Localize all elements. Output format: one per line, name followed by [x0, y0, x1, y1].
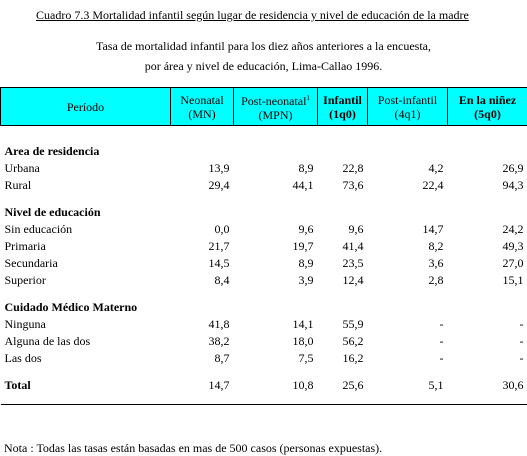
table-row	[1, 350, 527, 367]
row-value: 12,4	[318, 272, 368, 289]
row-value: 41,8	[171, 316, 234, 333]
row-value: 7,5	[234, 350, 318, 367]
row-value: 22,8	[318, 160, 368, 177]
row-label: Rural	[1, 177, 171, 194]
section-heading-row	[1, 143, 527, 160]
table-row	[1, 160, 527, 177]
table-note: Nota : Todas las tasas están basadas en mas de 500 casos (personas expuestas).	[4, 441, 382, 456]
row-label: Superior	[1, 272, 171, 289]
row-value: 3,6	[368, 255, 448, 272]
spacer-row	[1, 289, 527, 299]
table-row	[1, 316, 527, 333]
header-postneonatal: Post-neonatal$^1$ (MPN)	[234, 88, 318, 126]
table-row	[1, 377, 527, 394]
row-value: 14,7	[368, 221, 448, 238]
header-row	[1, 88, 527, 126]
row-value: 94,3	[448, 177, 527, 194]
row-value: 5,1	[368, 377, 448, 394]
row-label: Alguna de las dos	[1, 333, 171, 350]
header-neonatal: Neonatal (MN)	[171, 88, 234, 126]
row-value: 27,0	[448, 255, 527, 272]
row-value: 8,9	[234, 160, 318, 177]
header-infantil: Infantil (1q0)	[318, 88, 368, 126]
row-label: Urbana	[1, 160, 171, 177]
row-value: 30,6	[448, 377, 527, 394]
row-value: 0,0	[171, 221, 234, 238]
mortality-table-wrap	[0, 87, 527, 405]
row-value: 49,3	[448, 238, 527, 255]
row-value: 29,4	[171, 177, 234, 194]
section-heading: Cuidado Médico Materno	[1, 299, 527, 316]
row-value: 14,5	[171, 255, 234, 272]
table-subtitle-line2: por área y nivel de educación, Lima-Callao 1996.	[0, 59, 527, 74]
row-label: Las dos	[1, 350, 171, 367]
row-value: 18,0	[234, 333, 318, 350]
row-value: 16,2	[318, 350, 368, 367]
row-value: 10,8	[234, 377, 318, 394]
row-value: 8,4	[171, 272, 234, 289]
table-row	[1, 272, 527, 289]
row-value: 14,1	[234, 316, 318, 333]
row-value: 44,1	[234, 177, 318, 194]
section-heading: Area de residencia	[1, 143, 527, 160]
table-body	[1, 126, 527, 405]
row-value: -	[448, 350, 527, 367]
spacer-row	[1, 126, 527, 144]
row-value: 9,6	[318, 221, 368, 238]
table-row	[1, 255, 527, 272]
row-label: Total	[1, 377, 171, 394]
section-heading-row	[1, 299, 527, 316]
row-value: 15,1	[448, 272, 527, 289]
row-value: 8,7	[171, 350, 234, 367]
row-label: Secundaria	[1, 255, 171, 272]
row-value: 23,5	[318, 255, 368, 272]
row-value: -	[448, 316, 527, 333]
row-value: 14,7	[171, 377, 234, 394]
row-value: 8,2	[368, 238, 448, 255]
row-value: -	[448, 333, 527, 350]
row-value: 26,9	[448, 160, 527, 177]
row-value: 73,6	[318, 177, 368, 194]
footnote-marker: 1	[306, 94, 310, 102]
row-value: 19,7	[234, 238, 318, 255]
row-value: 22,4	[368, 177, 448, 194]
row-value: 21,7	[171, 238, 234, 255]
row-value: 25,6	[318, 377, 368, 394]
row-value: 9,6	[234, 221, 318, 238]
row-label: Primaria	[1, 238, 171, 255]
spacer-row	[1, 194, 527, 204]
row-label: Sin educación	[1, 221, 171, 238]
row-value: 41,4	[318, 238, 368, 255]
spacer-row	[1, 367, 527, 377]
row-value: 55,9	[318, 316, 368, 333]
table-row	[1, 221, 527, 238]
table-row	[1, 333, 527, 350]
row-value: 38,2	[171, 333, 234, 350]
table-row	[1, 238, 527, 255]
spacer-row	[1, 394, 527, 405]
row-value: 4,2	[368, 160, 448, 177]
row-value: 13,9	[171, 160, 234, 177]
row-value: 8,9	[234, 255, 318, 272]
row-value: 56,2	[318, 333, 368, 350]
table-title: Cuadro 7.3 Mortalidad infantil según lugar de residencia y nivel de educación de la madre	[36, 8, 469, 23]
row-value: 24,2	[448, 221, 527, 238]
table-subtitle-line1: Tasa de mortalidad infantil para los diez años anteriores a la encuesta,	[0, 39, 527, 54]
row-value: 2,8	[368, 272, 448, 289]
section-heading: Nivel de educación	[1, 204, 527, 221]
row-value: -	[368, 333, 448, 350]
row-label: Ninguna	[1, 316, 171, 333]
row-value: 3,9	[234, 272, 318, 289]
row-value: -	[368, 350, 448, 367]
row-value: -	[368, 316, 448, 333]
mortality-table	[0, 87, 527, 405]
table-row	[1, 177, 527, 194]
section-heading-row	[1, 204, 527, 221]
header-periodo: Período	[1, 88, 171, 126]
header-postinfantil: Post-infantil (4q1)	[368, 88, 448, 126]
header-ninez: En la niñez (5q0)	[448, 88, 527, 126]
